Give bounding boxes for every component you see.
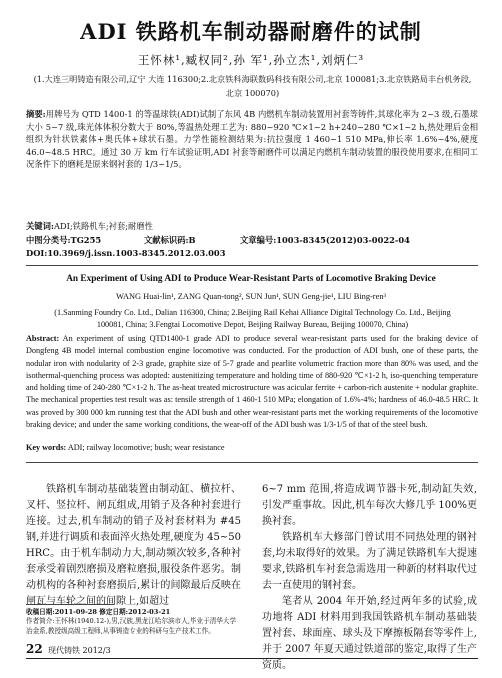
keywords-en-label: Key words:: [26, 443, 67, 452]
doi: DOI:10.3969/j.issn.1003-8345.2012.03.003: [26, 248, 226, 258]
authors-en: WANG Huai-lin¹, ZANG Quan-tong², SUN Jun¹, SUN Geng-jie¹, LIU Bing-ren³: [115, 292, 387, 301]
author-bio: 作者简介:王怀林(1940.12-),男,汉族,黑龙江哈尔滨市人,毕业于清华大学冶金系,教授级高级工程师,从事铸造专业的科研与生产技术工作。: [26, 617, 237, 635]
keywords-cn: [26, 220, 478, 233]
abstract-cn: [26, 108, 478, 171]
keywords-en: [26, 442, 478, 454]
footnote-divider: [26, 604, 114, 605]
body-paragraph: 6~7 mm 范围,将造成调节器卡死,制动缸失效,引发严重事故。因此,机车每次大修几乎 100%更换衬套。: [262, 484, 477, 527]
footnote: [26, 608, 241, 636]
affiliation-en: (1.Sanming Foundry Co. Ltd., Dalian 116300, China; 2.Beijing Rail Kehai Alliance Digital Technology Co. Ltd., Beijing 100081, China; 3.Fengtai Locomotive Depot, Beijing Railway Bureau, Beijing 100070, China): [54, 308, 451, 329]
authors-cn: 王怀林¹,臧权同²,孙 军¹,孙立杰¹,刘炳仁³: [137, 53, 365, 67]
keywords-en-text: ADI; railway locomotive; bush; wear resistance: [66, 443, 225, 452]
journal-issue: 现代铸铁 2012/3: [48, 646, 111, 655]
clc-number: 中图分类号:TG255: [26, 235, 102, 245]
affiliation-cn: (1.大连三明铸造有限公司,辽宁 大连 116300;2.北京铁科海联数码科技有限公司,北京 100081;3.北京铁路局丰台机务段,北京 100070): [33, 74, 472, 98]
article-meta: [26, 234, 478, 246]
body-paragraph: 铁路机车制动基础装置由制动缸、横拉杆、叉杆、竖拉杆、闸瓦组成,用销子及各种衬套进行连接。过去,机车制动的销子及衬套材料为 #45 钢,并进行调质和表面淬火热处理,硬度为 45~50 HRC。由于机车制动力大,制动频次较多,各种衬套承受着剧烈磨损及磨粒磨损,服役条件恶劣。制动机构的各种衬套磨损后,累计的间隙最后反映在闸瓦与车轮之间的间隙上,如超过: [26, 484, 241, 607]
page-number: 22: [26, 642, 43, 656]
article-number: 文章编号:1003-8345(2012)03-0022-04: [240, 235, 410, 245]
body-paragraph: 铁路机车大修部门曾试用不同热处理的钢衬套,均未取得好的效果。为了满足铁路机车大提速要求,铁路机车衬套急需选用一种新的材料取代过去一直使用的钢衬套。: [262, 532, 477, 591]
document-code: 文献标识码:B: [144, 235, 196, 245]
abstract-en-text: An experiment of using QTD1400-1 grade ADI to produce several wear-resistant parts used for the braking device of Dongfeng 4B model internal combustion engine locomotive was conducted. For the production of ADI bush, one of these parts, the nodular iron with nodularity of 2-3 grade, graphite size of 5-7 grade and pearlite volumetric fraction more than 80% was used, and the isothermal-quenching process was adopted: austenitizing temperature and holding time of 880-920 ℃×1-2 h, iso-quenching temperature and holding time of 240-280 ℃×1-2 h. The as-heat treated microstructure was acicular ferrite + carbon-rich austenite + nodular graphite. The mechanical properties test result was as: tensile strength of 1 460-1 510 MPa; elongation of 1.6%-4%; hardness of 46.0-48.5 HRC. It was proved by 300 000 km running test that the ADI bush and other wear-resistant parts met the working requirements of the locomotive braking device; and under the same working conditions, the wear-off of the ADI bush was 1/3-1/5 of that of the steel bush.: [26, 334, 478, 430]
abstract-cn-text: 用牌号为 QTD 1400-1 的等温球铁(ADI)试制了东风 4B 内燃机车制动装置用衬套等铸件,其球化率为 2~3 级,石墨球大小 5~7 级,珠光体体积分数大于 80%,等温热处理工艺为: 880~920 ℃×1~2 h+240~280 ℃×1~2 h,热处理后金相组织为针状铁素体+奥氏体+球状石墨。力学性能检测结果为:抗拉强度 1 460~1 510 MPa,伸长率 1.6%~4%,硬度 46.0~48.5 HRC。通过 30 万 km 行车试验证明,ADI 衬套等耐磨件可以满足内燃机车制动装置的服役使用要求,在相同工况条件下的磨耗是原来钢衬套的 1/3~1/5。: [26, 109, 478, 169]
body-paragraph: 笔者从 2004 年开始,经过两年多的试验,成功地将 ADI 材料用到我国铁路机车制动基础装置衬套、球面座、球头及下摩擦板隔套等零件上,并于 2007 年夏天通过铁道部的鉴定,取得了生产资质。: [262, 596, 477, 671]
abstract-cn-label: 摘要:: [26, 109, 46, 119]
abstract-en-label: Abstract:: [26, 334, 60, 343]
divider: [26, 462, 478, 463]
received-date: 收稿日期:2011-09-28 修定日期:2012-03-21: [26, 608, 171, 616]
keywords-cn-text: ADI;铁路机车;衬套;耐磨性: [53, 221, 153, 231]
divider: [26, 265, 478, 266]
page-footer: [26, 644, 478, 658]
footer-rule: [26, 658, 478, 659]
paper-title: ADI 铁路机车制动器耐磨件的试制: [80, 19, 422, 44]
abstract-en: [26, 333, 478, 431]
keywords-cn-label: 关键词:: [26, 221, 54, 231]
body-column-left: [26, 482, 241, 610]
paper-title-en: An Experiment of Using ADI to Produce Wear-Resistant Parts of Locomotive Braking Device: [66, 274, 436, 284]
